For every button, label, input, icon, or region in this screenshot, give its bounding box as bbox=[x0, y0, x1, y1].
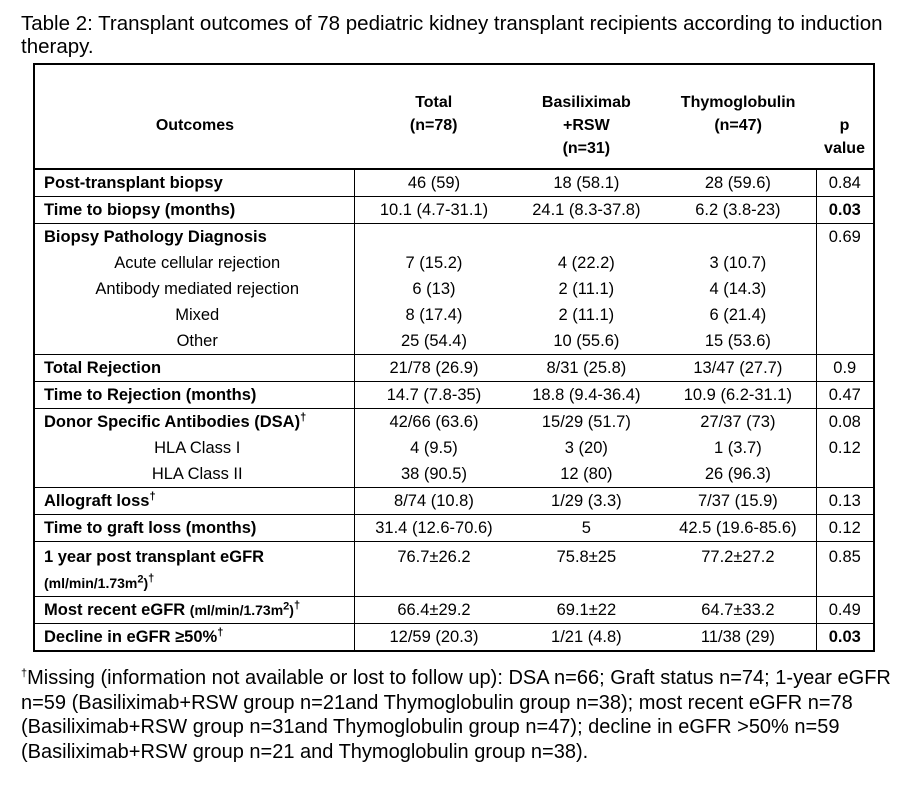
row-label: Donor Specific Antibodies (DSA)† bbox=[34, 409, 355, 436]
cell-basiliximab: 2 (11.1) bbox=[558, 280, 615, 298]
cell-total: 66.4±29.2 bbox=[355, 597, 513, 624]
table-row bbox=[34, 515, 874, 542]
cell-basiliximab: 4 (22.2) bbox=[557, 254, 615, 272]
cell-total: 8/74 (10.8) bbox=[355, 488, 513, 515]
row-label: Post-transplant biopsy bbox=[34, 169, 355, 197]
row-label: Acute cellular rejection bbox=[34, 250, 355, 276]
cell-thymoglobulin bbox=[660, 224, 816, 251]
cell-thymoglobulin: 7/37 (15.9) bbox=[660, 488, 816, 515]
cell-p-value: 0.03 bbox=[816, 197, 874, 224]
cell-basiliximab: 10 (55.6) bbox=[553, 332, 620, 350]
cell-p-value bbox=[816, 276, 874, 302]
cell-total: 7 (15.2) bbox=[405, 254, 463, 272]
cell-basiliximab: 5 bbox=[513, 515, 661, 542]
table-row bbox=[34, 328, 874, 355]
cell-basiliximab: 18.8 (9.4-36.4) bbox=[513, 382, 661, 409]
row-label: Time to biopsy (months) bbox=[34, 197, 355, 224]
cell-total: 8 (17.4) bbox=[405, 306, 463, 324]
row-label: Time to Rejection (months) bbox=[34, 382, 355, 409]
row-label: Most recent eGFR $(ml/\min/1.73m^2)^\dagger$ bbox=[34, 597, 355, 624]
cell-p-value: 0.08 bbox=[816, 409, 874, 436]
cell-thymoglobulin: 6 (21.4) bbox=[709, 306, 767, 324]
cell-p-value: 0.84 bbox=[816, 169, 874, 197]
table-row bbox=[34, 624, 874, 652]
table-row bbox=[34, 355, 874, 382]
cell-basiliximab bbox=[513, 224, 661, 251]
table-row bbox=[34, 461, 874, 488]
table-row bbox=[34, 169, 874, 197]
table-row bbox=[34, 276, 874, 302]
row-label: Biopsy Pathology Diagnosis bbox=[34, 224, 355, 251]
cell-total: 31.4 (12.6-70.6) bbox=[355, 515, 513, 542]
cell-thymoglobulin: 15 (53.6) bbox=[704, 332, 771, 350]
cell-p-value: 0.12 bbox=[816, 435, 874, 461]
table-row bbox=[34, 597, 874, 624]
cell-thymoglobulin: 1 (3.7) bbox=[714, 439, 762, 457]
cell-p-value: 0.85 bbox=[816, 542, 874, 597]
cell-total: 12/59 (20.3) bbox=[355, 624, 513, 652]
cell-total: 38 (90.5) bbox=[400, 465, 467, 483]
cell-thymoglobulin: 3 (10.7) bbox=[709, 254, 767, 272]
cell-total: 21/78 (26.9) bbox=[355, 355, 513, 382]
cell-p-value bbox=[816, 302, 874, 328]
cell-basiliximab: 18 (58.1) bbox=[513, 169, 661, 197]
header-basiliximab: Basiliximab +RSW (n=31) bbox=[513, 64, 661, 169]
cell-basiliximab: 2 (11.1) bbox=[558, 306, 615, 324]
cell-basiliximab: 15/29 (51.7) bbox=[513, 409, 661, 436]
table-row bbox=[34, 382, 874, 409]
cell-total: 4 (9.5) bbox=[410, 439, 458, 457]
table-row bbox=[34, 542, 874, 597]
cell-p-value: 0.9 bbox=[816, 355, 874, 382]
dagger-mark: † bbox=[217, 626, 224, 639]
cell-total: 10.1 (4.7-31.1) bbox=[355, 197, 513, 224]
header-outcomes: Outcomes bbox=[34, 64, 355, 169]
table-row bbox=[34, 302, 874, 328]
cell-thymoglobulin: 27/37 (73) bbox=[660, 409, 816, 436]
cell-total bbox=[355, 224, 513, 251]
cell-thymoglobulin: 11/38 (29) bbox=[660, 624, 816, 652]
row-label: Time to graft loss (months) bbox=[34, 515, 355, 542]
cell-total: 46 (59) bbox=[355, 169, 513, 197]
outcomes-table bbox=[33, 63, 875, 652]
cell-basiliximab: 8/31 (25.8) bbox=[513, 355, 661, 382]
row-label: Decline in eGFR ≥50%† bbox=[34, 624, 355, 652]
row-label: Antibody mediated rejection bbox=[34, 276, 355, 302]
cell-total: 25 (54.4) bbox=[400, 332, 467, 350]
table-row bbox=[34, 488, 874, 515]
cell-thymoglobulin: 26 (96.3) bbox=[704, 465, 771, 483]
table-row bbox=[34, 435, 874, 461]
cell-basiliximab: 24.1 (8.3-37.8) bbox=[513, 197, 661, 224]
cell-p-value: 0.69 bbox=[816, 224, 874, 251]
dagger-mark: † bbox=[300, 411, 307, 424]
cell-thymoglobulin: 64.7±33.2 bbox=[660, 597, 816, 624]
header-p-value: p value bbox=[816, 64, 874, 169]
cell-thymoglobulin: 28 (59.6) bbox=[660, 169, 816, 197]
cell-thymoglobulin: 6.2 (3.8-23) bbox=[660, 197, 816, 224]
table-header bbox=[34, 64, 874, 169]
cell-basiliximab: 75.8±25 bbox=[513, 542, 661, 597]
row-label: Allograft loss† bbox=[34, 488, 355, 515]
cell-thymoglobulin: 4 (14.3) bbox=[709, 280, 767, 298]
dagger-mark: † bbox=[149, 490, 156, 503]
dagger-mark: † bbox=[21, 667, 28, 680]
cell-p-value: 0.49 bbox=[816, 597, 874, 624]
row-label: Other bbox=[34, 328, 355, 355]
row-label: HLA Class I bbox=[34, 435, 355, 461]
cell-thymoglobulin: 42.5 (19.6-85.6) bbox=[660, 515, 816, 542]
cell-thymoglobulin: 13/47 (27.7) bbox=[660, 355, 816, 382]
cell-thymoglobulin: 10.9 (6.2-31.1) bbox=[660, 382, 816, 409]
row-label: Total Rejection bbox=[34, 355, 355, 382]
row-label: Mixed bbox=[34, 302, 355, 328]
table-row bbox=[34, 250, 874, 276]
cell-basiliximab: 1/29 (3.3) bbox=[513, 488, 661, 515]
cell-p-value: 0.12 bbox=[816, 515, 874, 542]
row-label: 1 year post transplant eGFR $(ml/\min/1.73m^2)^\dagger$ bbox=[34, 542, 355, 597]
cell-p-value bbox=[816, 250, 874, 276]
table-row bbox=[34, 409, 874, 436]
cell-total: 14.7 (7.8-35) bbox=[355, 382, 513, 409]
cell-p-value bbox=[816, 328, 874, 355]
dagger-mark: † bbox=[293, 599, 301, 612]
row-label: HLA Class II bbox=[34, 461, 355, 488]
cell-p-value bbox=[816, 461, 874, 488]
header-thymoglobulin: Thymoglobulin (n=47) bbox=[660, 64, 816, 169]
cell-basiliximab: 3 (20) bbox=[564, 439, 608, 457]
cell-basiliximab: 1/21 (4.8) bbox=[513, 624, 661, 652]
cell-p-value: 0.13 bbox=[816, 488, 874, 515]
cell-total: 6 (13) bbox=[412, 280, 456, 298]
cell-total: 42/66 (63.6) bbox=[355, 409, 513, 436]
cell-p-value: 0.03 bbox=[816, 624, 874, 652]
table-row bbox=[34, 224, 874, 251]
cell-basiliximab: 69.1±22 bbox=[513, 597, 661, 624]
table-footnote: †Missing (information not available or lost to follow up): DSA n=66; Graft status n=74; 1-year eGFR n=59 (Basiliximab+RSW group n=21and Thymoglobulin group n=38); most recent eGFR n=78 (Basiliximab+RSW group n=31and Thymoglobulin group n=47); decline in eGFR >50% n=59 (Basiliximab+RSW group n=21 and Thymoglobulin group n=38). bbox=[21, 667, 891, 763]
cell-p-value: 0.47 bbox=[816, 382, 874, 409]
table-row bbox=[34, 197, 874, 224]
cell-total: 76.7±26.2 bbox=[355, 542, 513, 597]
cell-basiliximab: 12 (80) bbox=[560, 465, 613, 483]
cell-thymoglobulin: 77.2±27.2 bbox=[660, 542, 816, 597]
table-caption: Table 2: Transplant outcomes of 78 pediatric kidney transplant recipients according to induction therapy. bbox=[21, 12, 883, 58]
dagger-mark: † bbox=[148, 572, 155, 585]
header-total: Total (n=78) bbox=[355, 64, 513, 169]
